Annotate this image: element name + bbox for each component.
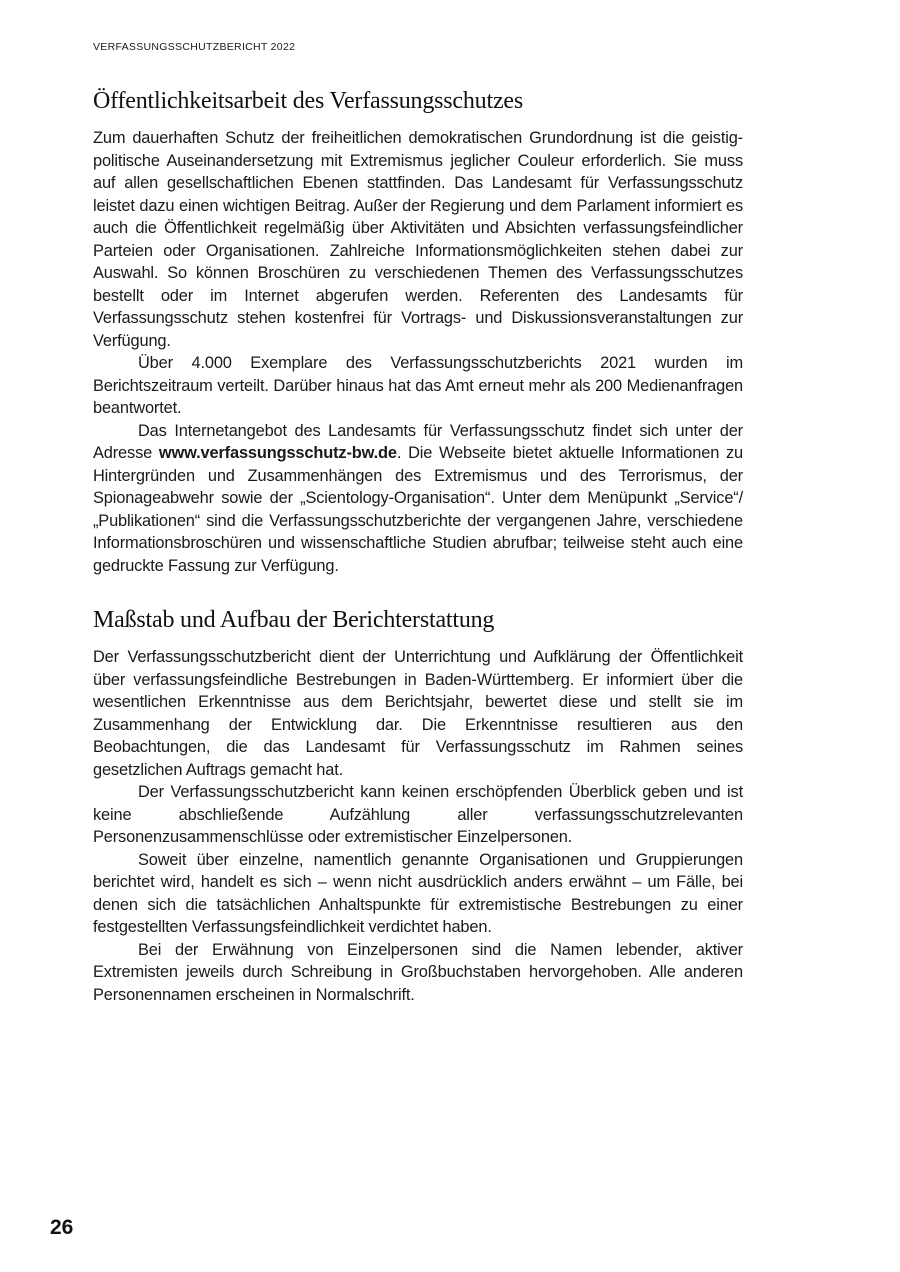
section-body-massstab <box>93 646 743 1006</box>
paragraph: Bei der Erwähnung von Einzelpersonen sind die Namen lebender, aktiver Extremisten jeweils durch Schreibung in Großbuchstaben hervorgehoben. Alle anderen Personennamen erscheinen in Normalschrift. <box>93 940 743 1004</box>
page-number: 26 <box>50 1216 74 1239</box>
page-content <box>93 88 743 1006</box>
section-heading-massstab: Maßstab und Aufbau der Berichterstattung <box>93 607 495 633</box>
paragraph: Zum dauerhaften Schutz der freiheitlichen demokratischen Grundordnung ist die geistig-politische Auseinandersetzung mit Extremismus jeglicher Couleur erforderlich. Sie muss auf allen gesellschaftlichen Ebenen stattfinden. Das Landesamt für Verfassungsschutz leistet dazu einen wichtigen Beitrag. Außer der Regierung und dem Parlament informiert es auch die Öffentlichkeit regelmäßig über Aktivitäten und Absichten verfassungsfeindlicher Parteien oder Organisationen. Zahlreiche Informationsmöglichkeiten stehen dabei zur Auswahl. So können Broschüren zu verschiedenen Themen des Verfassungsschutzes bestellt oder im Internet abgerufen werden. Referenten des Landesamts für Verfassungsschutz stehen kostenfrei für Vortrags- und Diskussionsveranstaltungen zur Verfügung. <box>93 129 743 350</box>
running-header: VERFASSUNGSSCHUTZBERICHT 2022 <box>93 41 296 53</box>
section-body-oeffentlichkeitsarbeit <box>93 127 743 577</box>
paragraph-text: Das Internetangebot des Landesamts für Verfassungsschutz findet sich unter der Adresse <box>93 421 743 462</box>
paragraph-text: . Die Webseite bietet aktuelle Informationen zu Hintergründen und Zusammenhängen des Extremismus und des Terrorismus, der Spionageabwehr sowie der „Scientology-Organisation“. Unter dem Menüpunkt „Service“/„Publikationen“ sind die Verfassungsschutzberichte der vergangenen Jahre, verschiedene Informationsbroschüren und wissenschaftliche Studien abrufbar; teilweise steht auch eine gedruckte Fassung zur Verfügung. <box>93 444 744 575</box>
paragraph: Der Verfassungsschutzbericht dient der Unterrichtung und Aufklärung der Öffentlichkeit über verfassungsfeindliche Bestrebungen in Baden-Württemberg. Er informiert über die wesentlichen Erkenntnisse aus dem Berichtsjahr, bewertet diese und stellt sie im Zusammenhang der Entwicklung dar. Die Erkenntnisse resultieren aus den Beobachtungen, die das Landesamt für Verfassungsschutz im Rahmen seines gesetzlichen Auftrags gemacht hat. <box>93 648 743 779</box>
section-heading-oeffentlichkeitsarbeit: Öffentlichkeitsarbeit des Verfassungsschutzes <box>93 88 523 114</box>
paragraph-internet <box>93 420 743 578</box>
paragraph: Der Verfassungsschutzbericht kann keinen erschöpfenden Überblick geben und ist keine abschließende Aufzählung aller verfassungsschutzrelevanten Personenzusammenschlüsse oder extremistischer Einzelpersonen. <box>93 783 743 846</box>
paragraph: Über 4.000 Exemplare des Verfassungsschutzberichts 2021 wurden im Berichtszeitraum verteilt. Darüber hinaus hat das Amt erneut mehr als 200 Medienanfragen beantwortet. <box>93 354 743 417</box>
website-url: www.verfassungsschutz-bw.de <box>158 444 397 462</box>
paragraph: Soweit über einzelne, namentlich genannte Organisationen und Gruppierungen berichtet wird, handelt es sich – wenn nicht ausdrücklich anders erwähnt – um Fälle, bei denen sich die tatsächlichen Anhaltspunkte für extremistische Bestrebungen zu einer festgestellten Verfassungsfeindlichkeit verdichtet haben. <box>93 850 743 936</box>
